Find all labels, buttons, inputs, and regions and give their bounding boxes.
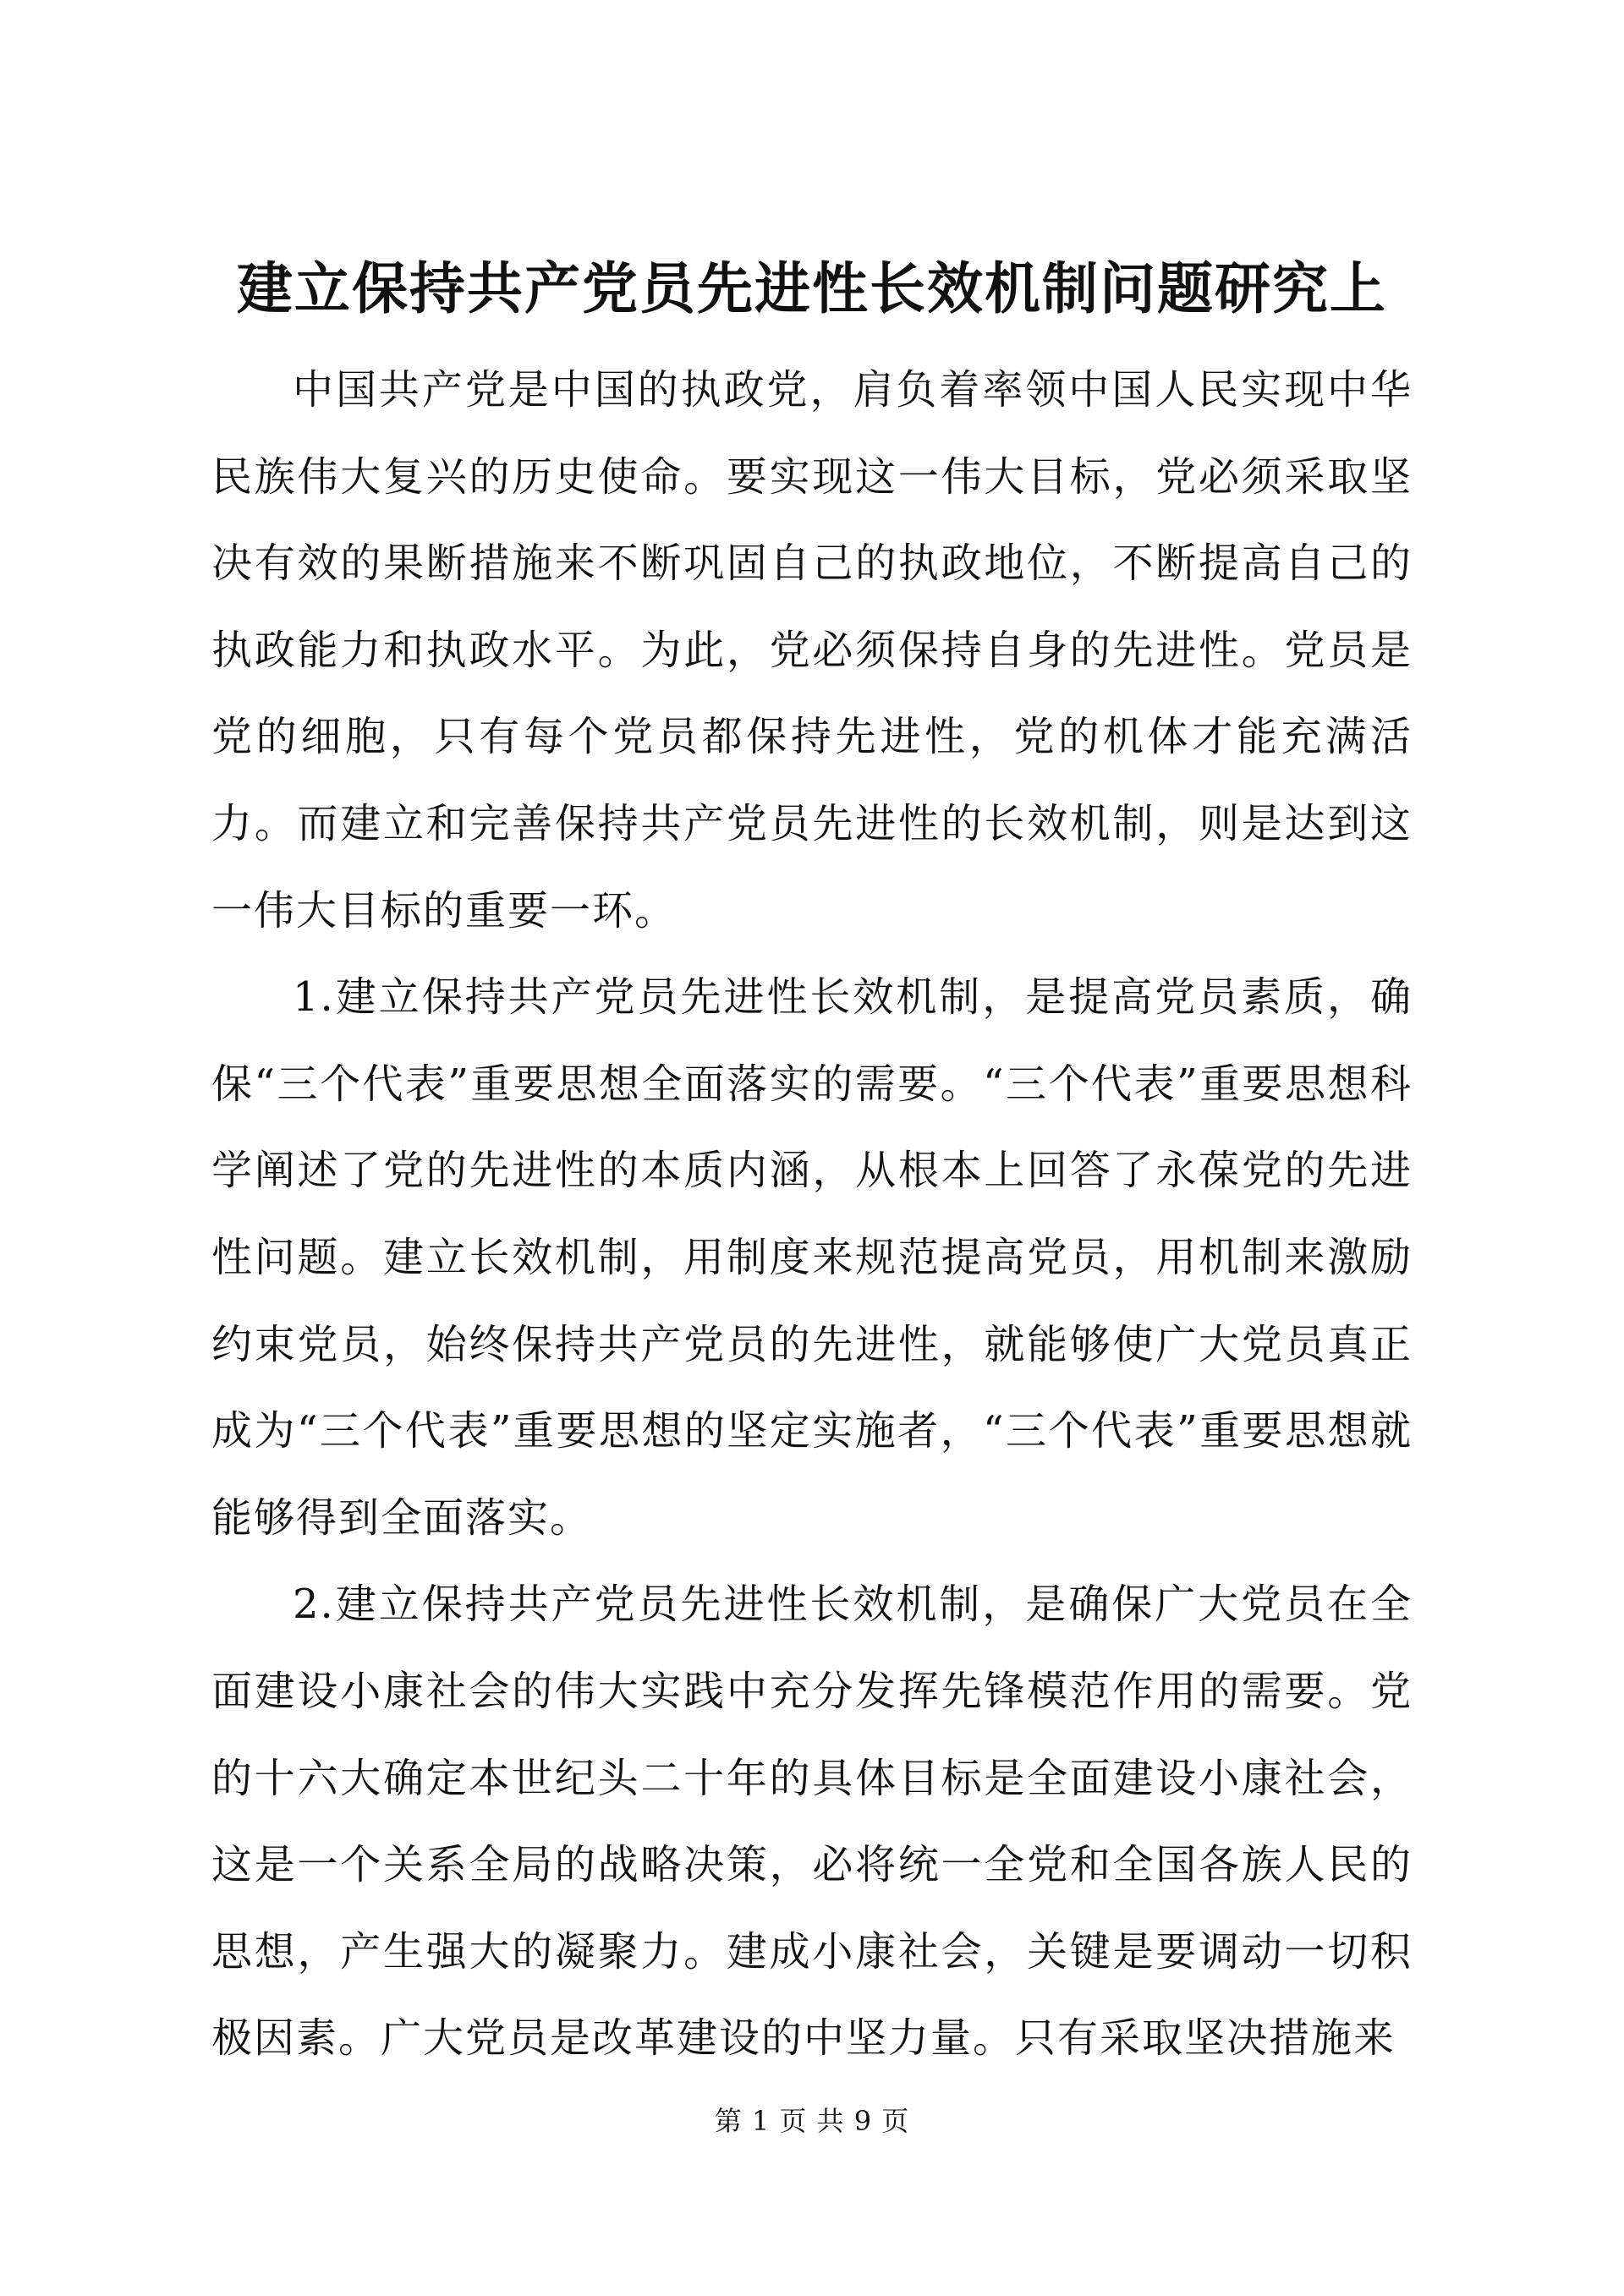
page-number-footer: 第 1 页 共 9 页 <box>714 2105 910 2137</box>
paragraph-point-2: 2.建立保持共产党员先进性长效机制，是确保广大党员在全面建设小康社会的伟大实践中充分发挥先锋模范作用的需要。党的十六大确定本世纪头二十年的具体目标是全面建设小康社会，这是一个关系全局的战略决策，必将统一全党和全国各族人民的思想，产生强大的凝聚力。建成小康社会，关键是要调动一切积极因素。广大党员是改革建设的中坚力量。只有采取坚决措施来 <box>211 1581 1413 2063</box>
paragraph-point-1: 1.建立保持共产党员先进性长效机制，是提高党员素质，确保“三个代表”重要思想全面落实的需要。“三个代表”重要思想科学阐述了党的先进性的本质内涵，从根本上回答了永葆党的先进性问题。建立长效机制，用制度来规范提高党员，用机制来激励约束党员，始终保持共产党员的先进性，就能够使广大党员真正成为“三个代表”重要思想的坚定实施者，“三个代表”重要思想就能够得到全面落实。 <box>211 973 1413 1542</box>
document-title: 建立保持共产党员先进性长效机制问题研究上 <box>237 255 1387 321</box>
document-body <box>211 347 1413 2082</box>
paragraph-intro: 中国共产党是中国的执政党，肩负着率领中国人民实现中华民族伟大复兴的历史使命。要实现这一伟大目标，党必须采取坚决有效的果断措施来不断巩固自己的执政地位，不断提高自己的执政能力和执政水平。为此，党必须保持自身的先进性。党员是党的细胞，只有每个党员都保持先进性，党的机体才能充满活力。而建立和完善保持共产党员先进性的长效机制，则是达到这一伟大目标的重要一环。 <box>211 366 1413 934</box>
